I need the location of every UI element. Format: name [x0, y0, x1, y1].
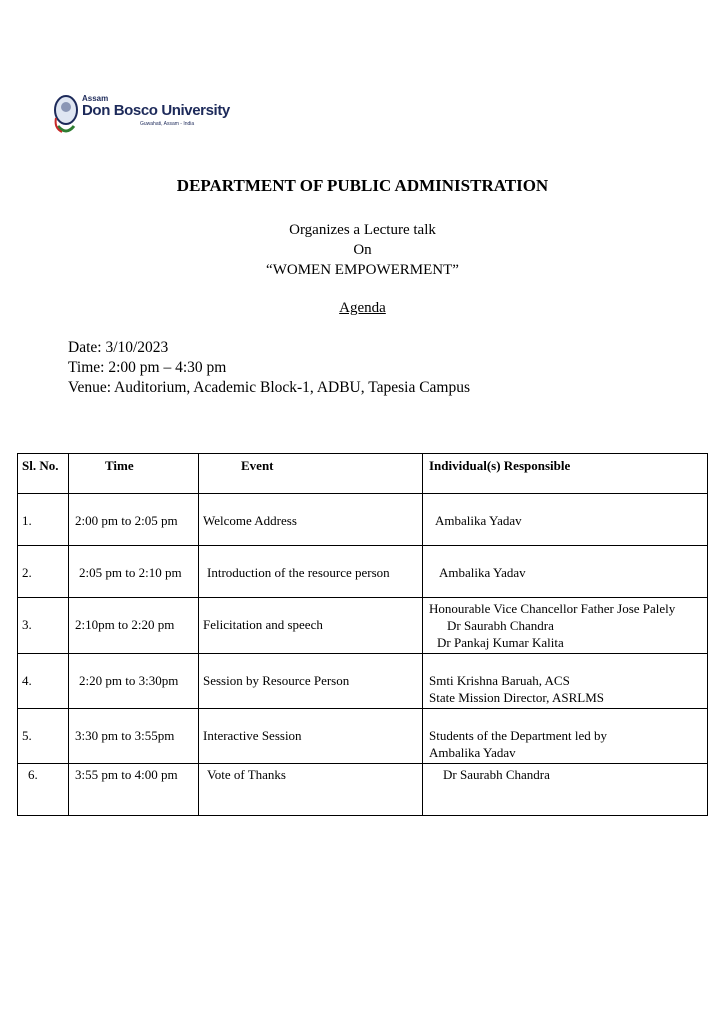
header-time: Time — [69, 454, 199, 494]
cell-event: Introduction of the resource person — [199, 546, 423, 598]
intro-line-2: On — [353, 242, 372, 258]
table-row — [18, 494, 708, 546]
cell-time: 2:00 pm to 2:05 pm — [69, 494, 199, 546]
header-responsible: Individual(s) Responsible — [423, 454, 708, 494]
cell-responsible — [423, 598, 708, 654]
event-date: Date: 3/10/2023 — [68, 339, 169, 356]
agenda-heading: Agenda — [339, 300, 386, 316]
intro-line-1: Organizes a Lecture talk — [289, 222, 436, 238]
table-row — [18, 598, 708, 654]
table-row — [18, 709, 708, 764]
cell-sl-no: 3. — [18, 598, 69, 654]
header-event: Event — [199, 454, 423, 494]
responsible-line: Dr Pankaj Kumar Kalita — [437, 635, 564, 650]
cell-time: 2:10pm to 2:20 pm — [69, 598, 199, 654]
responsible-line: Smti Krishna Baruah, ACS — [429, 673, 570, 688]
cell-time: 3:30 pm to 3:55pm — [69, 709, 199, 764]
table-row — [18, 764, 708, 816]
university-emblem-icon — [52, 92, 80, 136]
event-time: Time: 2:00 pm – 4:30 pm — [68, 359, 227, 376]
cell-responsible: Ambalika Yadav — [423, 494, 708, 546]
cell-responsible — [423, 654, 708, 709]
cell-event: Vote of Thanks — [199, 764, 423, 816]
header-sl-no: Sl. No. — [18, 454, 69, 494]
logo-state-text: Assam — [82, 94, 109, 103]
responsible-line: Dr Saurabh Chandra — [447, 618, 554, 633]
table-row — [18, 546, 708, 598]
cell-time: 3:55 pm to 4:00 pm — [69, 764, 199, 816]
cell-responsible: Dr Saurabh Chandra — [423, 764, 708, 816]
department-title: DEPARTMENT OF PUBLIC ADMINISTRATION — [176, 176, 549, 195]
cell-responsible: Ambalika Yadav — [423, 546, 708, 598]
intro-topic: “WOMEN EMPOWERMENT” — [266, 262, 459, 278]
agenda-table — [17, 453, 708, 816]
cell-event: Welcome Address — [199, 494, 423, 546]
event-venue: Venue: Auditorium, Academic Block-1, ADBU, Tapesia Campus — [68, 379, 471, 396]
responsible-line: Honourable Vice Chancellor Father Jose Palely — [429, 601, 676, 616]
logo-university-name: Don Bosco University — [82, 102, 230, 119]
cell-sl-no: 1. — [18, 494, 69, 546]
responsible-line: Ambalika Yadav — [429, 745, 516, 760]
cell-responsible — [423, 709, 708, 764]
cell-time: 2:05 pm to 2:10 pm — [69, 546, 199, 598]
cell-event: Session by Resource Person — [199, 654, 423, 709]
table-header-row — [18, 454, 708, 494]
university-logo — [52, 92, 230, 140]
cell-event: Interactive Session — [199, 709, 423, 764]
cell-sl-no: 6. — [18, 764, 69, 816]
responsible-line: Students of the Department led by — [429, 728, 607, 743]
responsible-line: State Mission Director, ASRLMS — [429, 690, 604, 705]
logo-location-text: Guwahati, Assam - India — [140, 121, 195, 127]
cell-sl-no: 4. — [18, 654, 69, 709]
cell-event: Felicitation and speech — [199, 598, 423, 654]
cell-sl-no: 2. — [18, 546, 69, 598]
cell-time: 2:20 pm to 3:30pm — [69, 654, 199, 709]
cell-sl-no: 5. — [18, 709, 69, 764]
table-row — [18, 654, 708, 709]
